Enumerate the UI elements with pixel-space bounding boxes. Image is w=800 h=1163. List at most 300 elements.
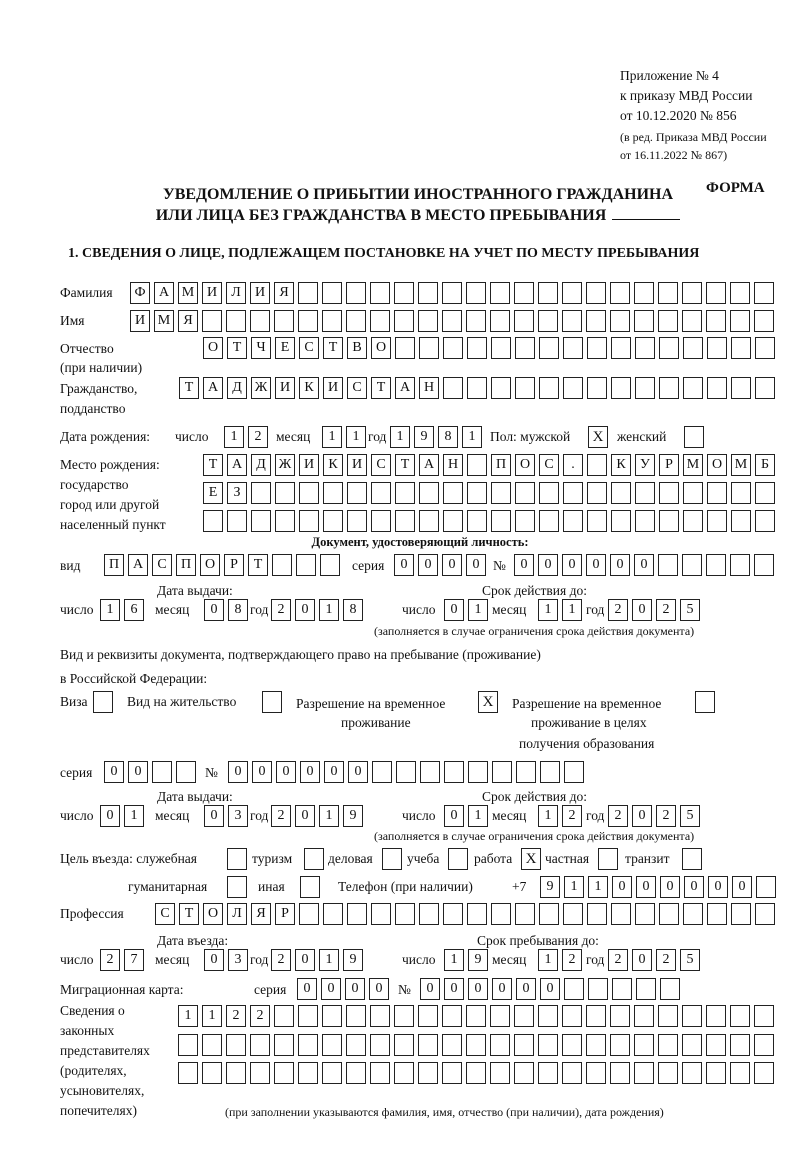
letter-cell[interactable]: 0	[444, 805, 464, 827]
purpose-study-checkbox[interactable]	[448, 848, 468, 870]
letter-cell[interactable]: 2	[271, 949, 291, 971]
letter-cell[interactable]: Я	[178, 310, 198, 332]
letter-cell[interactable]: 1	[319, 949, 339, 971]
letter-cell[interactable]	[756, 876, 776, 898]
letter-cell[interactable]: А	[395, 377, 415, 399]
letter-cell[interactable]: 8	[438, 426, 458, 448]
letter-cell[interactable]: Н	[419, 377, 439, 399]
letter-cell[interactable]: Я	[274, 282, 294, 304]
letter-cell[interactable]	[298, 282, 318, 304]
letter-cell[interactable]: Б	[755, 454, 775, 476]
letter-cell[interactable]	[755, 903, 775, 925]
letter-cell[interactable]: 0	[466, 554, 486, 576]
letter-cell[interactable]: 2	[271, 599, 291, 621]
letter-cell[interactable]	[587, 482, 607, 504]
letter-cell[interactable]	[275, 482, 295, 504]
letter-cell[interactable]	[707, 510, 727, 532]
letter-cell[interactable]: А	[419, 454, 439, 476]
letter-cell[interactable]: У	[635, 454, 655, 476]
letter-cell[interactable]: 9	[343, 949, 363, 971]
letter-cell[interactable]	[564, 978, 584, 1000]
letter-cell[interactable]: Т	[203, 454, 223, 476]
letter-cell[interactable]	[538, 1062, 558, 1084]
letter-cell[interactable]: 2	[226, 1005, 246, 1027]
letter-cell[interactable]: 0	[732, 876, 752, 898]
letter-cell[interactable]	[683, 337, 703, 359]
letter-cell[interactable]: 0	[297, 978, 317, 1000]
letter-cell[interactable]: О	[371, 337, 391, 359]
letter-cell[interactable]	[683, 482, 703, 504]
letter-cell[interactable]	[516, 761, 536, 783]
letter-cell[interactable]: С	[152, 554, 172, 576]
letter-cell[interactable]	[515, 510, 535, 532]
letter-cell[interactable]: С	[347, 377, 367, 399]
letter-cell[interactable]: 1	[202, 1005, 222, 1027]
letter-cell[interactable]	[347, 903, 367, 925]
letter-cell[interactable]	[539, 337, 559, 359]
letter-cell[interactable]: 0	[420, 978, 440, 1000]
purpose-other-checkbox[interactable]	[300, 876, 320, 898]
letter-cell[interactable]: 1	[100, 599, 120, 621]
letter-cell[interactable]	[203, 510, 223, 532]
letter-cell[interactable]	[176, 761, 196, 783]
letter-cell[interactable]	[274, 1005, 294, 1027]
letter-cell[interactable]	[466, 282, 486, 304]
letter-cell[interactable]: 0	[295, 599, 315, 621]
letter-cell[interactable]	[346, 1034, 366, 1056]
letter-cell[interactable]	[563, 377, 583, 399]
letter-cell[interactable]	[731, 903, 751, 925]
letter-cell[interactable]	[706, 1005, 726, 1027]
letter-cell[interactable]	[539, 903, 559, 925]
letter-cell[interactable]: Д	[251, 454, 271, 476]
letter-cell[interactable]	[418, 282, 438, 304]
letter-cell[interactable]	[586, 1005, 606, 1027]
letter-cell[interactable]	[683, 510, 703, 532]
letter-cell[interactable]	[322, 1005, 342, 1027]
letter-cell[interactable]: 0	[228, 761, 248, 783]
letter-cell[interactable]	[683, 903, 703, 925]
letter-cell[interactable]: 2	[250, 1005, 270, 1027]
letter-cell[interactable]: 2	[608, 599, 628, 621]
letter-cell[interactable]: 7	[124, 949, 144, 971]
letter-cell[interactable]	[683, 377, 703, 399]
letter-cell[interactable]	[611, 510, 631, 532]
letter-cell[interactable]	[731, 482, 751, 504]
letter-cell[interactable]	[754, 1034, 774, 1056]
letter-cell[interactable]	[467, 454, 487, 476]
letter-cell[interactable]: 0	[684, 876, 704, 898]
letter-cell[interactable]	[634, 1034, 654, 1056]
letter-cell[interactable]	[394, 310, 414, 332]
letter-cell[interactable]: 2	[271, 805, 291, 827]
letter-cell[interactable]	[178, 1062, 198, 1084]
letter-cell[interactable]	[371, 510, 391, 532]
letter-cell[interactable]	[442, 282, 462, 304]
letter-cell[interactable]	[395, 482, 415, 504]
letter-cell[interactable]	[706, 310, 726, 332]
letter-cell[interactable]	[466, 1034, 486, 1056]
letter-cell[interactable]	[466, 1005, 486, 1027]
letter-cell[interactable]: 2	[562, 805, 582, 827]
letter-cell[interactable]	[658, 1005, 678, 1027]
residence-checkbox[interactable]	[262, 691, 282, 713]
letter-cell[interactable]: 5	[680, 599, 700, 621]
letter-cell[interactable]	[610, 1034, 630, 1056]
letter-cell[interactable]: 0	[204, 949, 224, 971]
letter-cell[interactable]	[419, 903, 439, 925]
letter-cell[interactable]	[490, 310, 510, 332]
letter-cell[interactable]: 1	[178, 1005, 198, 1027]
purpose-business-checkbox[interactable]	[382, 848, 402, 870]
letter-cell[interactable]	[588, 978, 608, 1000]
letter-cell[interactable]	[635, 510, 655, 532]
letter-cell[interactable]	[152, 761, 172, 783]
letter-cell[interactable]	[442, 310, 462, 332]
letter-cell[interactable]: 9	[468, 949, 488, 971]
letter-cell[interactable]: А	[227, 454, 247, 476]
purpose-humanitarian-checkbox[interactable]	[227, 876, 247, 898]
letter-cell[interactable]: А	[154, 282, 174, 304]
letter-cell[interactable]: И	[299, 454, 319, 476]
letter-cell[interactable]	[322, 1034, 342, 1056]
letter-cell[interactable]	[323, 510, 343, 532]
letter-cell[interactable]: 2	[608, 949, 628, 971]
letter-cell[interactable]: О	[515, 454, 535, 476]
letter-cell[interactable]	[443, 482, 463, 504]
letter-cell[interactable]	[634, 282, 654, 304]
letter-cell[interactable]	[419, 482, 439, 504]
letter-cell[interactable]: Д	[227, 377, 247, 399]
letter-cell[interactable]: 1	[588, 876, 608, 898]
letter-cell[interactable]	[587, 903, 607, 925]
letter-cell[interactable]	[370, 282, 390, 304]
letter-cell[interactable]	[467, 337, 487, 359]
letter-cell[interactable]: Т	[248, 554, 268, 576]
visa-checkbox[interactable]	[93, 691, 113, 713]
letter-cell[interactable]: 2	[248, 426, 268, 448]
letter-cell[interactable]	[227, 510, 247, 532]
letter-cell[interactable]	[491, 337, 511, 359]
letter-cell[interactable]	[467, 510, 487, 532]
letter-cell[interactable]	[299, 482, 319, 504]
letter-cell[interactable]: 1	[468, 805, 488, 827]
letter-cell[interactable]: Т	[227, 337, 247, 359]
letter-cell[interactable]: 1	[444, 949, 464, 971]
letter-cell[interactable]: 1	[319, 599, 339, 621]
letter-cell[interactable]	[274, 310, 294, 332]
letter-cell[interactable]: 0	[128, 761, 148, 783]
letter-cell[interactable]	[538, 310, 558, 332]
letter-cell[interactable]	[323, 482, 343, 504]
letter-cell[interactable]: С	[371, 454, 391, 476]
letter-cell[interactable]: 1	[538, 949, 558, 971]
letter-cell[interactable]	[466, 1062, 486, 1084]
letter-cell[interactable]: Т	[395, 454, 415, 476]
letter-cell[interactable]: 1	[538, 599, 558, 621]
letter-cell[interactable]: С	[155, 903, 175, 925]
letter-cell[interactable]: С	[299, 337, 319, 359]
letter-cell[interactable]: М	[683, 454, 703, 476]
letter-cell[interactable]: 0	[444, 978, 464, 1000]
letter-cell[interactable]	[538, 1034, 558, 1056]
letter-cell[interactable]: Е	[203, 482, 223, 504]
letter-cell[interactable]: Р	[275, 903, 295, 925]
letter-cell[interactable]: 9	[540, 876, 560, 898]
purpose-work-checkbox[interactable]: X	[521, 848, 541, 870]
letter-cell[interactable]: 0	[516, 978, 536, 1000]
letter-cell[interactable]	[659, 337, 679, 359]
letter-cell[interactable]	[418, 1062, 438, 1084]
letter-cell[interactable]	[419, 510, 439, 532]
letter-cell[interactable]: О	[203, 337, 223, 359]
letter-cell[interactable]: Т	[323, 337, 343, 359]
sex-female-checkbox[interactable]	[684, 426, 704, 448]
letter-cell[interactable]: 0	[538, 554, 558, 576]
letter-cell[interactable]	[347, 510, 367, 532]
letter-cell[interactable]	[562, 1005, 582, 1027]
letter-cell[interactable]	[539, 510, 559, 532]
letter-cell[interactable]	[420, 761, 440, 783]
letter-cell[interactable]	[298, 1034, 318, 1056]
letter-cell[interactable]	[371, 903, 391, 925]
temp-permit-checkbox[interactable]: X	[478, 691, 498, 713]
letter-cell[interactable]: О	[707, 454, 727, 476]
letter-cell[interactable]	[707, 337, 727, 359]
letter-cell[interactable]	[659, 510, 679, 532]
letter-cell[interactable]: Т	[179, 377, 199, 399]
letter-cell[interactable]: 0	[562, 554, 582, 576]
letter-cell[interactable]: И	[202, 282, 222, 304]
letter-cell[interactable]: 0	[345, 978, 365, 1000]
letter-cell[interactable]	[467, 903, 487, 925]
letter-cell[interactable]	[491, 377, 511, 399]
letter-cell[interactable]	[468, 761, 488, 783]
letter-cell[interactable]	[370, 1034, 390, 1056]
letter-cell[interactable]: 1	[468, 599, 488, 621]
letter-cell[interactable]: М	[731, 454, 751, 476]
letter-cell[interactable]	[755, 377, 775, 399]
letter-cell[interactable]: 1	[390, 426, 410, 448]
letter-cell[interactable]: 0	[418, 554, 438, 576]
letter-cell[interactable]: Т	[371, 377, 391, 399]
letter-cell[interactable]: 0	[442, 554, 462, 576]
letter-cell[interactable]: К	[611, 454, 631, 476]
letter-cell[interactable]: 0	[632, 805, 652, 827]
letter-cell[interactable]	[178, 1034, 198, 1056]
letter-cell[interactable]	[754, 310, 774, 332]
letter-cell[interactable]: 0	[295, 805, 315, 827]
letter-cell[interactable]: .	[563, 454, 583, 476]
letter-cell[interactable]	[202, 310, 222, 332]
letter-cell[interactable]	[491, 482, 511, 504]
letter-cell[interactable]	[707, 377, 727, 399]
letter-cell[interactable]: 0	[348, 761, 368, 783]
letter-cell[interactable]	[658, 1062, 678, 1084]
letter-cell[interactable]	[371, 482, 391, 504]
letter-cell[interactable]: 2	[608, 805, 628, 827]
letter-cell[interactable]	[419, 337, 439, 359]
letter-cell[interactable]	[564, 761, 584, 783]
letter-cell[interactable]: Р	[224, 554, 244, 576]
letter-cell[interactable]	[394, 1034, 414, 1056]
letter-cell[interactable]: Ф	[130, 282, 150, 304]
letter-cell[interactable]: Л	[226, 282, 246, 304]
letter-cell[interactable]	[515, 337, 535, 359]
letter-cell[interactable]	[250, 1062, 270, 1084]
letter-cell[interactable]	[298, 1005, 318, 1027]
letter-cell[interactable]: Р	[659, 454, 679, 476]
place-blank[interactable]	[612, 219, 680, 220]
letter-cell[interactable]: 0	[586, 554, 606, 576]
letter-cell[interactable]: 0	[634, 554, 654, 576]
edu-permit-checkbox[interactable]	[695, 691, 715, 713]
letter-cell[interactable]	[730, 1062, 750, 1084]
letter-cell[interactable]: О	[203, 903, 223, 925]
letter-cell[interactable]: 0	[444, 599, 464, 621]
letter-cell[interactable]	[492, 761, 512, 783]
letter-cell[interactable]	[586, 1062, 606, 1084]
letter-cell[interactable]	[538, 1005, 558, 1027]
letter-cell[interactable]	[442, 1062, 462, 1084]
letter-cell[interactable]	[394, 1005, 414, 1027]
letter-cell[interactable]	[539, 377, 559, 399]
letter-cell[interactable]	[370, 1062, 390, 1084]
letter-cell[interactable]: К	[299, 377, 319, 399]
letter-cell[interactable]: 0	[204, 805, 224, 827]
letter-cell[interactable]	[635, 482, 655, 504]
letter-cell[interactable]	[707, 903, 727, 925]
letter-cell[interactable]	[634, 1005, 654, 1027]
letter-cell[interactable]	[659, 903, 679, 925]
letter-cell[interactable]	[706, 1062, 726, 1084]
letter-cell[interactable]: 1	[322, 426, 342, 448]
letter-cell[interactable]	[274, 1034, 294, 1056]
letter-cell[interactable]: 1	[538, 805, 558, 827]
letter-cell[interactable]: 0	[295, 949, 315, 971]
letter-cell[interactable]: 1	[224, 426, 244, 448]
letter-cell[interactable]	[346, 282, 366, 304]
letter-cell[interactable]	[251, 510, 271, 532]
letter-cell[interactable]: 1	[319, 805, 339, 827]
letter-cell[interactable]	[322, 1062, 342, 1084]
letter-cell[interactable]	[323, 903, 343, 925]
letter-cell[interactable]: И	[130, 310, 150, 332]
letter-cell[interactable]	[611, 337, 631, 359]
letter-cell[interactable]	[396, 761, 416, 783]
letter-cell[interactable]	[202, 1062, 222, 1084]
letter-cell[interactable]: И	[323, 377, 343, 399]
letter-cell[interactable]	[658, 1034, 678, 1056]
letter-cell[interactable]	[707, 482, 727, 504]
letter-cell[interactable]: 9	[414, 426, 434, 448]
letter-cell[interactable]: 0	[276, 761, 296, 783]
letter-cell[interactable]	[587, 337, 607, 359]
letter-cell[interactable]	[658, 310, 678, 332]
letter-cell[interactable]: Ж	[275, 454, 295, 476]
letter-cell[interactable]	[395, 903, 415, 925]
letter-cell[interactable]: 0	[321, 978, 341, 1000]
letter-cell[interactable]: С	[539, 454, 559, 476]
letter-cell[interactable]	[515, 482, 535, 504]
sex-male-checkbox[interactable]: X	[588, 426, 608, 448]
letter-cell[interactable]	[418, 310, 438, 332]
letter-cell[interactable]: 0	[540, 978, 560, 1000]
letter-cell[interactable]: А	[128, 554, 148, 576]
letter-cell[interactable]: 0	[252, 761, 272, 783]
letter-cell[interactable]	[226, 310, 246, 332]
letter-cell[interactable]: И	[347, 454, 367, 476]
letter-cell[interactable]	[706, 1034, 726, 1056]
letter-cell[interactable]	[418, 1005, 438, 1027]
letter-cell[interactable]: 3	[228, 805, 248, 827]
letter-cell[interactable]	[347, 482, 367, 504]
letter-cell[interactable]	[563, 337, 583, 359]
letter-cell[interactable]: В	[347, 337, 367, 359]
letter-cell[interactable]	[322, 310, 342, 332]
letter-cell[interactable]	[467, 377, 487, 399]
letter-cell[interactable]: 0	[468, 978, 488, 1000]
letter-cell[interactable]	[299, 510, 319, 532]
letter-cell[interactable]	[682, 1062, 702, 1084]
letter-cell[interactable]	[587, 454, 607, 476]
letter-cell[interactable]	[635, 377, 655, 399]
letter-cell[interactable]: 2	[562, 949, 582, 971]
letter-cell[interactable]	[298, 310, 318, 332]
letter-cell[interactable]	[346, 310, 366, 332]
letter-cell[interactable]	[538, 282, 558, 304]
letter-cell[interactable]	[612, 978, 632, 1000]
letter-cell[interactable]	[540, 761, 560, 783]
letter-cell[interactable]: 0	[300, 761, 320, 783]
letter-cell[interactable]	[272, 554, 292, 576]
letter-cell[interactable]	[490, 1005, 510, 1027]
letter-cell[interactable]: 0	[660, 876, 680, 898]
letter-cell[interactable]: Ч	[251, 337, 271, 359]
letter-cell[interactable]	[706, 554, 726, 576]
letter-cell[interactable]: П	[491, 454, 511, 476]
letter-cell[interactable]	[394, 282, 414, 304]
letter-cell[interactable]: 8	[228, 599, 248, 621]
letter-cell[interactable]	[491, 903, 511, 925]
letter-cell[interactable]: 0	[100, 805, 120, 827]
letter-cell[interactable]: 0	[632, 599, 652, 621]
letter-cell[interactable]	[296, 554, 316, 576]
letter-cell[interactable]: 1	[462, 426, 482, 448]
letter-cell[interactable]	[658, 282, 678, 304]
letter-cell[interactable]	[755, 510, 775, 532]
letter-cell[interactable]	[586, 282, 606, 304]
letter-cell[interactable]	[730, 310, 750, 332]
letter-cell[interactable]	[682, 310, 702, 332]
letter-cell[interactable]	[731, 377, 751, 399]
letter-cell[interactable]	[443, 377, 463, 399]
letter-cell[interactable]	[562, 1034, 582, 1056]
letter-cell[interactable]	[682, 1005, 702, 1027]
letter-cell[interactable]: Е	[275, 337, 295, 359]
letter-cell[interactable]	[275, 510, 295, 532]
purpose-tourism-checkbox[interactable]	[304, 848, 324, 870]
letter-cell[interactable]: К	[323, 454, 343, 476]
letter-cell[interactable]: 0	[104, 761, 124, 783]
letter-cell[interactable]: 0	[708, 876, 728, 898]
letter-cell[interactable]	[466, 310, 486, 332]
letter-cell[interactable]	[730, 1005, 750, 1027]
letter-cell[interactable]: Я	[251, 903, 271, 925]
letter-cell[interactable]: 0	[514, 554, 534, 576]
letter-cell[interactable]	[755, 482, 775, 504]
letter-cell[interactable]: 2	[656, 599, 676, 621]
